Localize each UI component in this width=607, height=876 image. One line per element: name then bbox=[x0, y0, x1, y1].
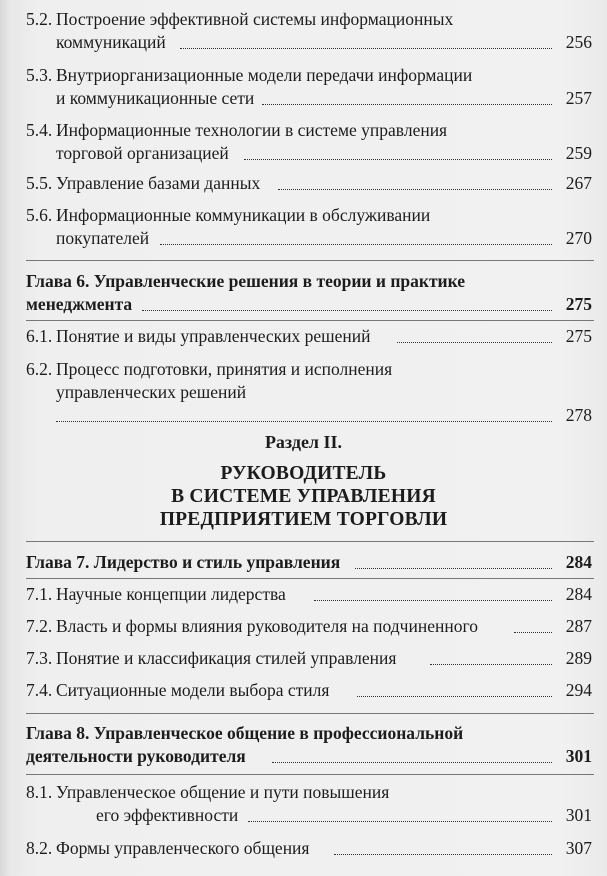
entry-page: 289 bbox=[565, 648, 592, 668]
dot-leader bbox=[430, 664, 552, 665]
entry-number: 5.2. bbox=[26, 9, 53, 29]
section-title-line-3: ПРЕДПРИЯТИЕМ ТОРГОВЛИ bbox=[159, 509, 448, 530]
entry-page: 301 bbox=[565, 805, 592, 825]
chapter-title: Глава 8. Управленческое общение в профессиональной bbox=[26, 723, 464, 743]
entry-page: 267 bbox=[565, 173, 592, 193]
entry-title: Научные концепции лидерства bbox=[56, 584, 286, 604]
dot-leader bbox=[357, 696, 552, 697]
dot-leader bbox=[334, 854, 552, 855]
entry-title: Управление базами данных bbox=[56, 173, 261, 193]
entry-title-cont: торговой организацией bbox=[56, 143, 229, 163]
entry-title-cont: покупателей bbox=[56, 228, 150, 248]
entry-number: 6.1. bbox=[26, 326, 53, 346]
dot-leader bbox=[180, 48, 552, 49]
section-title-line-1: РУКОВОДИТЕЛЬ bbox=[220, 463, 387, 484]
entry-number: 5.4. bbox=[26, 120, 53, 140]
entry-page: 287 bbox=[565, 616, 592, 636]
entry-number: 7.1. bbox=[26, 584, 53, 604]
entry-title: Власть и формы влияния руководителя на подчиненного bbox=[56, 616, 478, 636]
separator-line bbox=[26, 578, 594, 579]
separator-line bbox=[26, 774, 594, 775]
entry-number: 6.2. bbox=[26, 359, 53, 379]
entry-page: 294 bbox=[565, 680, 592, 700]
entry-page: 307 bbox=[565, 838, 592, 858]
dot-leader bbox=[314, 600, 552, 601]
entry-page: 284 bbox=[565, 584, 592, 604]
dot-leader bbox=[244, 159, 552, 160]
entry-number: 8.1. bbox=[26, 782, 53, 802]
entry-page: 275 bbox=[565, 326, 592, 346]
entry-number: 7.4. bbox=[26, 680, 53, 700]
chapter-title: Глава 6. Управленческие решения в теории и практике bbox=[26, 271, 466, 291]
dot-leader bbox=[514, 632, 552, 633]
chapter-title-cont: менеджмента bbox=[26, 294, 133, 314]
separator-line bbox=[26, 541, 594, 542]
dot-leader bbox=[142, 310, 552, 311]
entry-title-cont: его эффективности bbox=[96, 805, 239, 825]
entry-title: Построение эффективной системы информационных bbox=[56, 9, 454, 29]
entry-number: 8.2. bbox=[26, 838, 53, 858]
entry-title-cont: управленческих решений bbox=[56, 382, 247, 402]
entry-title: Понятие и классификация стилей управления bbox=[56, 648, 397, 668]
entry-title: Управленческое общение и пути повышения bbox=[56, 782, 390, 802]
separator-line bbox=[26, 713, 594, 714]
entry-number: 7.2. bbox=[26, 616, 53, 636]
entry-number: 7.3. bbox=[26, 648, 53, 668]
entry-number: 5.5. bbox=[26, 173, 53, 193]
entry-title-cont: коммуникаций bbox=[56, 32, 166, 52]
chapter-page: 301 bbox=[565, 746, 592, 766]
section-title-line-2: В СИСТЕМЕ УПРАВЛЕНИЯ bbox=[171, 486, 436, 507]
separator-line bbox=[26, 260, 594, 261]
dot-leader bbox=[248, 821, 552, 822]
dot-leader bbox=[262, 104, 552, 105]
entry-title: Ситуационные модели выбора стиля bbox=[56, 680, 330, 700]
entry-page: 270 bbox=[565, 228, 592, 248]
entry-page: 278 bbox=[565, 405, 592, 425]
chapter-title-cont: деятельности руководителя bbox=[26, 746, 246, 766]
dot-leader bbox=[160, 244, 552, 245]
chapter-page: 275 bbox=[565, 294, 592, 314]
entry-page: 256 bbox=[565, 32, 592, 52]
dot-leader bbox=[397, 342, 552, 343]
dot-leader bbox=[272, 762, 552, 763]
dot-leader bbox=[56, 421, 552, 422]
dot-leader bbox=[278, 189, 552, 190]
separator-line bbox=[26, 320, 594, 321]
entry-page: 257 bbox=[565, 88, 592, 108]
section-label: Раздел II. bbox=[264, 432, 343, 452]
entry-title: Понятие и виды управленческих решений bbox=[56, 326, 371, 346]
chapter-title: Глава 7. Лидерство и стиль управления bbox=[26, 552, 341, 572]
entry-page: 259 bbox=[565, 143, 592, 163]
entry-title: Информационные технологии в системе управления bbox=[56, 120, 448, 140]
entry-title: Формы управленческого общения bbox=[56, 838, 310, 858]
entry-number: 5.3. bbox=[26, 65, 53, 85]
entry-title: Внутриорганизационные модели передачи информации bbox=[56, 65, 473, 85]
entry-title-cont: и коммуникационные сети bbox=[56, 88, 255, 108]
entry-number: 5.6. bbox=[26, 205, 53, 225]
entry-title: Процесс подготовки, принятия и исполнения bbox=[56, 359, 393, 379]
entry-title: Информационные коммуникации в обслуживании bbox=[56, 205, 431, 225]
dot-leader bbox=[355, 568, 552, 569]
chapter-page: 284 bbox=[565, 552, 592, 572]
